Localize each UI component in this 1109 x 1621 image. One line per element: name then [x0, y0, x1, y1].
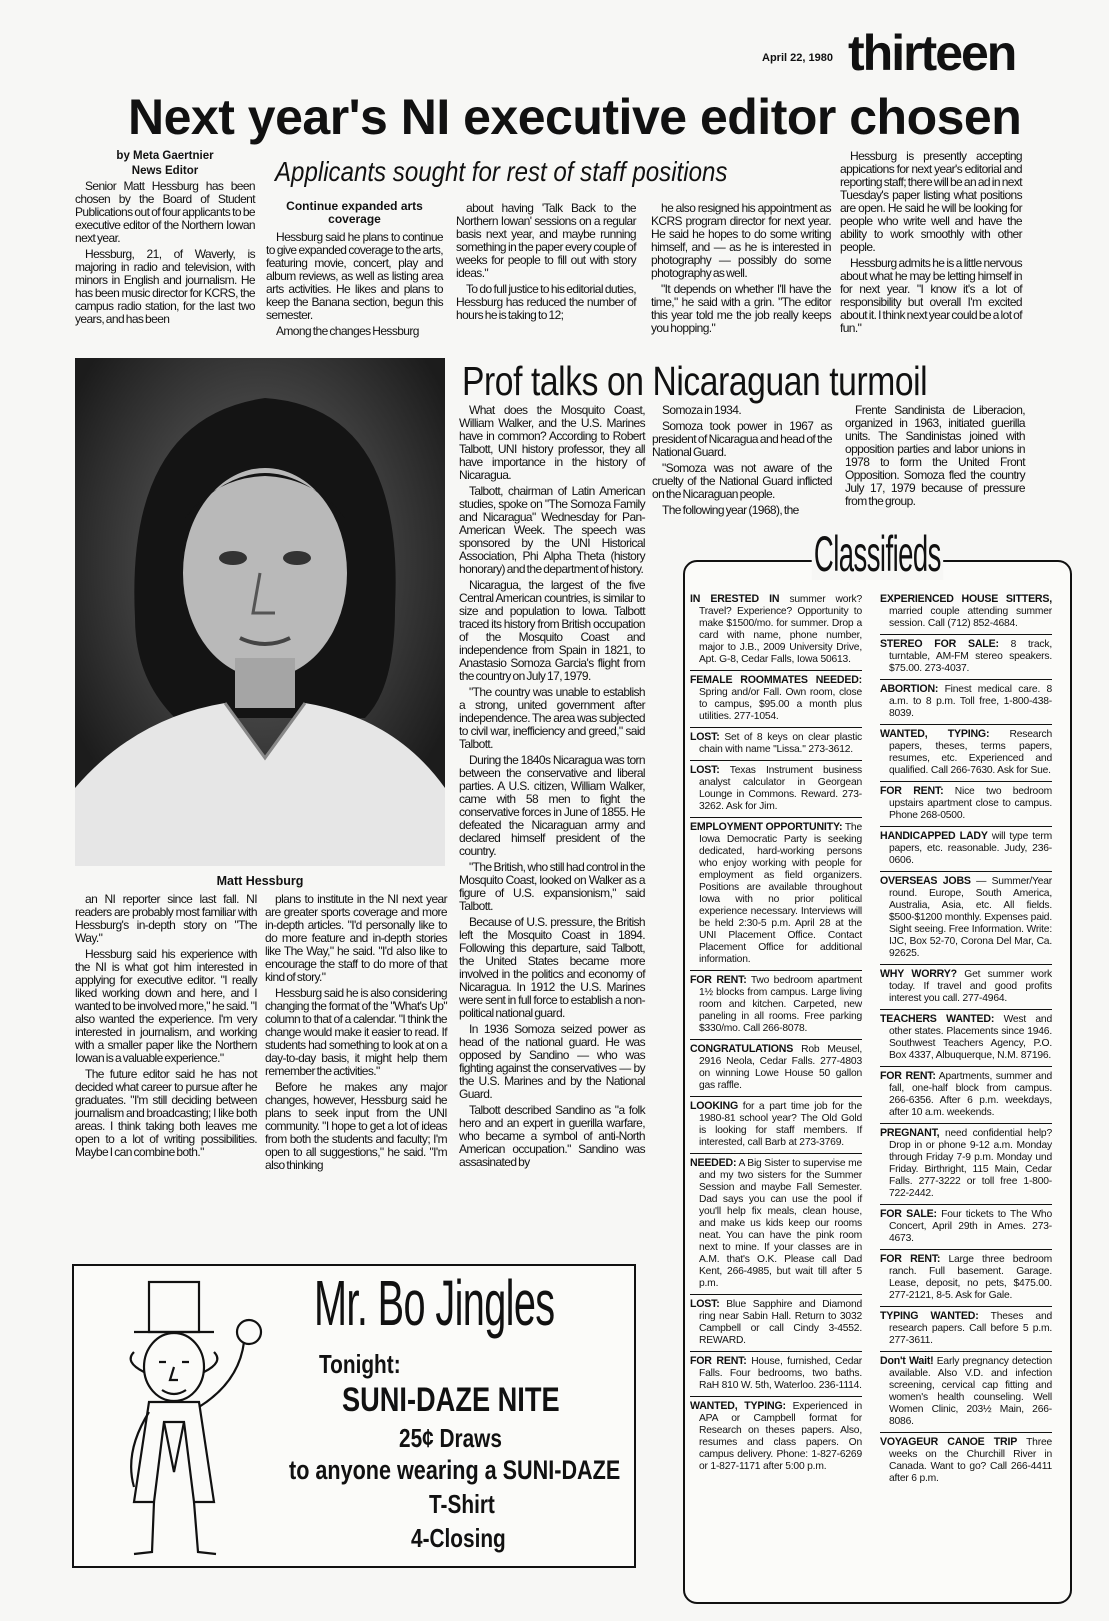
- classified-body: will type term papers, etc. reasonable. Judy, 236-0606.: [889, 831, 1052, 866]
- classified-heading: EMPLOYMENT OPPORTUNITY:: [690, 821, 843, 833]
- classified-body: Texas Instrument business analyst calculator in Georgean Lounge in Commons. Reward. 273-3262. Ask for Jim.: [699, 765, 863, 812]
- paragraph: To do full justice to his editorial duties, Hessburg has reduced the number of hours he is taking to 12;: [456, 282, 636, 322]
- paragraph: Somoza in 1934.: [662, 403, 742, 417]
- classified-body: 8 track, turntable, AM-FM stereo speakers. $75.00. 273-4037.: [889, 639, 1052, 674]
- mr-bo-jingles-ad: [72, 1264, 636, 1568]
- prof-story-headline: Prof talks on Nicaraguan turmoil: [462, 358, 928, 404]
- classified-body: Three weeks on the Churchill River in Canada. Want to go? Call 266-4411 after 6 p.m.: [889, 1437, 1052, 1484]
- classified-ad: [690, 1040, 862, 1097]
- ad-line-event: SUNI-DAZE NITE: [342, 1381, 560, 1419]
- classified-body: married couple attending summer session. Call (712) 852-4684.: [889, 606, 1052, 629]
- paragraph: "The British, who still had control in the Mosquito Coast, looked on Walker as a figure of U.S. expansionism," said Talbott.: [459, 860, 645, 913]
- paragraph: Hessburg said his experience with the NI is what got him interested in applying for executive editor. "I really liked working down and here, and I wanted to be involved more," he said. "I also wanted the experience. I'm very interested in journalism, and working with a smaller paper like the Northern Iowan is a valuable experience.": [75, 947, 257, 1065]
- classified-ad: [690, 1154, 862, 1295]
- classified-body: Experienced in APA or Campbell format for Research on theses papers. Also, resumes and class papers. On campus delivery. Phone: 1-827-6269 or 1-827-1171 after 5:00 p.m.: [699, 1401, 862, 1472]
- classified-body: Theses and research papers. Call before 5 p.m. 277-3611.: [889, 1311, 1052, 1346]
- ad-line-condition: to anyone wearing a SUNI-DAZE: [289, 1455, 621, 1485]
- paragraph: The future editor said he has not decided what career to pursue after he graduates. "I'm still deciding between journalism and broadcasting; I like both areas. I think taking both leaves me open to a lot of writing possibilities. Maybe I can combine both.": [75, 1067, 257, 1159]
- page-number-word: thirteen: [848, 25, 1016, 81]
- classified-body: A Big Sister to supervise me and my two sisters for the Summer Session and maybe Fall Semester. Dad says you can use the pool if you'll help fix meals, clean house, and make us kids keep our rooms neat. You can have the pink room next to mine. If your classes are in A.M. that's O.K. Please call Dad Kent, 266-4985, but wait till after 5 p.m.: [699, 1158, 862, 1289]
- editor-story-kicker: Applicants sought for rest of staff positions: [275, 156, 728, 187]
- classified-ad: [690, 1397, 862, 1477]
- paragraph: Hessburg said he is also considering changing the format of the "What's Up" column to that of a calendar. "I think the change would make it easier to read. If students had something to look at on a day-to-day basis, it might help them remember the activities.": [265, 986, 447, 1078]
- classified-body: need confidential help? Drop in or phone 9-12 a.m. Monday through Friday 7-9 p.m. Monday und Friday. Birthright, 115 Main, Cedar Falls. 277-3222 or toll free 1-800-722-2442.: [889, 1128, 1052, 1199]
- top-hat-gentleman-illustration: [104, 1272, 274, 1562]
- classified-heading: FOR RENT:: [880, 785, 944, 797]
- classified-body: Finest medical care. 8 a.m. to 8 p.m. Toll free, 1-800-438-8039.: [889, 684, 1052, 719]
- classified-heading: LOST:: [690, 731, 720, 743]
- classified-body: for a part time job for the 1980-81 school year? The Old Gold is looking for staff members. If interested, call Barb at 273-3769.: [699, 1101, 862, 1148]
- editor-story-column-1: [75, 150, 255, 329]
- classified-ad: [690, 1097, 862, 1154]
- classified-ad: [880, 827, 1052, 872]
- classified-ad: [880, 1307, 1052, 1352]
- classified-body: Blue Sapphire and Diamond ring near Sabin Hall. Return to 3032 Campbell or call Cindy 3-4552. REWARD.: [699, 1299, 863, 1346]
- editor-story-column-5: [840, 150, 1022, 338]
- editor-story-headline: Next year's NI executive editor chosen: [128, 89, 1022, 145]
- classified-body: Early pregnancy detection available. Also V.D. and infection screening, cervical cap fitting and women's health counseling. Well Women Clinic, 203½ Main, 266-8086.: [889, 1356, 1052, 1427]
- classified-heading: TEACHERS WANTED:: [880, 1013, 995, 1025]
- classified-ad: [880, 1010, 1052, 1067]
- editor-story-column-2: [266, 200, 443, 341]
- classified-body: Apartments, summer and fall, one-half block from campus. 266-6356. After 6 p.m. weekdays, after 10 a.m. weekends.: [889, 1071, 1052, 1118]
- classified-ad: [880, 872, 1052, 965]
- ad-line-hours: 4-Closing: [411, 1523, 506, 1553]
- editor-story-column-4: [651, 202, 831, 338]
- issue-date: April 22, 1980: [762, 52, 833, 64]
- paragraph: Senior Matt Hessburg has been chosen by the Board of Student Publications out of four applicants to be executive editor of the Northern Iowan next year.: [75, 179, 255, 245]
- byline-title: News Editor: [131, 165, 199, 177]
- classified-ad: [880, 1067, 1052, 1124]
- paragraph: he also resigned his appointment as KCRS program director for next year. He said he hopes to do some writing himself, and — as he is interested in photography — possibly do some photography as well.: [651, 201, 831, 280]
- classified-ad: [880, 725, 1052, 782]
- classified-heading: FOR RENT:: [690, 974, 747, 986]
- classified-ad: [880, 1433, 1052, 1489]
- classifieds-title-text: Classifieds: [812, 528, 943, 580]
- classified-ad: [880, 635, 1052, 680]
- classified-heading: LOST:: [690, 764, 720, 776]
- paragraph: Somoza took power in 1967 as president of Nicaragua and head of the National Guard.: [652, 419, 832, 459]
- classified-heading: IN ERESTED IN: [690, 593, 780, 605]
- photo-caption: Matt Hessburg: [216, 874, 304, 888]
- classified-ad: [690, 761, 862, 818]
- paragraph: Talbott described Sandino as "a folk hero and an expert in guerilla warfare, who became a symbol of anti-North American occupation." Sandino was assasinated by: [459, 1103, 645, 1169]
- classified-ad: [690, 1352, 862, 1397]
- classified-heading: FOR RENT:: [880, 1070, 936, 1082]
- classified-heading: TYPING WANTED:: [880, 1310, 979, 1322]
- classified-heading: HANDICAPPED LADY: [880, 830, 988, 842]
- prof-story-column-2: [652, 404, 832, 520]
- paragraph: Frente Sandinista de Liberacion, organized in 1963, initiated guerilla units. The Sandinistas joined with opposition parties and labor unions in 1978 to form the United Front Opposition. Somoza fled the country July 17, 1979 because of pressure from the group.: [845, 403, 1025, 508]
- paragraph: Hessburg, 21, of Waverly, is majoring in radio and television, with minors in English and journalism. He has been music director for KCRS, the campus radio station, for the last two years, and has been: [75, 247, 255, 326]
- paragraph: Hessburg is presently accepting appications for next year's editorial and reporting staff; there will be an ad in next Tuesday's paper listing what positions are open. He said he will be looking for people who write well and have the ability to work smoothly with other people.: [840, 149, 1022, 254]
- paragraph: During the 1840s Nicaragua was torn between the conservative and liberal parties. A U.S. citizen, William Walker, came with 58 men to fight the conservative forces in June of 1855. He defeated the Nicaraguan army and declared himself president of the country.: [459, 753, 645, 858]
- classified-heading: OVERSEAS JOBS: [880, 875, 971, 887]
- classified-ad: [880, 1250, 1052, 1307]
- classified-body: Set of 8 keys on clear plastic chain with name "Lissa." 273-3612.: [699, 732, 862, 755]
- classified-heading: NEEDED:: [690, 1157, 737, 1169]
- paragraph: Nicaragua, the largest of the five Central American countries, is similar to size and population to Iowa. Talbott traced its history from British occupation of the Mosquito Coast and independence from Spain in 1821, to Anastasio Somoza Garcia's flight from the country on July 17, 1979.: [459, 578, 645, 683]
- byline: by Meta Gaertnier: [116, 150, 214, 162]
- editor-story-column-7: [265, 893, 447, 1175]
- classified-ad: [690, 971, 862, 1040]
- prof-story-column-3: [845, 404, 1025, 511]
- classified-heading: FOR RENT:: [880, 1253, 941, 1265]
- classified-body: Research papers, theses, terms papers, resumes, etc. Experienced and qualified. Call 266-7630. Ask for Sue.: [889, 729, 1052, 776]
- classified-heading: VOYAGEUR CANOE TRIP: [880, 1436, 1018, 1448]
- paragraph: "It depends on whether I'll have the time," he said with a grin. "The editor this year told me the job really keeps you hopping.": [651, 282, 831, 335]
- classified-heading: WHY WORRY?: [880, 968, 957, 980]
- classified-body: Large three bedroom ranch. Full basement. Garage. Lease, deposit, no pets, $475.00. 277-2121, 8-5. Ask for Gale.: [889, 1254, 1052, 1301]
- classified-heading: FEMALE ROOMMATES NEEDED:: [690, 674, 862, 686]
- classified-ad: [880, 1205, 1052, 1250]
- paragraph: In 1936 Somoza seized power as head of the national guard. He was opposed by Sandino — who was fighting against the conservatives — by the U.S. Marines and by the National Guard.: [459, 1022, 645, 1101]
- classified-body: Get summer work today. If travel and good profits interest you call. 277-4964.: [889, 969, 1053, 1004]
- classified-body: Spring and/or Fall. Own room, close to campus, $95.00 a month plus utilities. 277-1054.: [699, 687, 862, 722]
- subhead: Continue expanded arts coverage: [286, 199, 423, 226]
- ad-line-shirt: T-Shirt: [429, 1489, 495, 1519]
- classified-ad: [690, 728, 862, 761]
- classified-heading: LOST:: [690, 1298, 720, 1310]
- editor-story-column-3: [456, 202, 636, 325]
- classified-body: Rob Meusel, 2916 Neola, Cedar Falls. 277-4803 on winning Lowe House 50 gallon gas raffle.: [699, 1044, 862, 1091]
- classified-body: summer work? Travel? Experience? Opportunity to make $1500/mo. for summer. Drop a card with name, phone number, major to J.B., 2009 University Drive, Apt. G-8, Cedar Falls, Iowa 50613.: [699, 594, 862, 665]
- classified-body: Nice two bedroom upstairs apartment close to campus. Phone 268-0500.: [889, 786, 1052, 821]
- classified-heading: Don't Wait!: [880, 1355, 934, 1367]
- classified-heading: WANTED, TYPING:: [690, 1400, 786, 1412]
- paragraph: Among the changes Hessburg: [276, 324, 419, 338]
- ad-line-tonight: Tonight:: [319, 1349, 401, 1379]
- paragraph: Before he makes any major changes, however, Hessburg said he plans to seek input from the UNI community. "I hope to get a lot of ideas from both the students and faculty; I'm open to all suggestions," he said. "I'm also thinking: [265, 1080, 447, 1172]
- paragraph: an NI reporter since last fall. NI readers are probably most familiar with Hessburg's in-depth story on "The Way.": [75, 892, 257, 945]
- classified-body: Two bedroom apartment 1½ blocks from campus. Large living room and kitchen. Carpeted, new paneling in all rooms. Free parking $330/mo. Call 266-8078.: [699, 975, 862, 1034]
- classified-heading: WANTED, TYPING:: [880, 728, 990, 740]
- classified-ad: [690, 818, 862, 971]
- paragraph: Talbott, chairman of Latin American studies, spoke on "The Somoza Family and Nicaragua" Wednesday for Pan-American Week. The speech was sponsored by the UNI Historical Association, Phi Alpha Theta (history honorary) and the department of history.: [459, 484, 645, 576]
- classified-body: House, furnished, Cedar Falls. Four bedrooms, two baths. RaH 810 W. 5th, Waterloo. 236-1114.: [699, 1356, 863, 1391]
- classified-body: The Iowa Democratic Party is seeking dedicated, hard-working persons who enjoy working with people for employment as field organizers. Positions are available throughout Iowa with no prior political experience necessary. Interviews will be held 2:30-5 p.m. April 28 at the UNI Placement Office. Contact Placement Office for additional information.: [699, 822, 862, 965]
- classified-ad: [880, 782, 1052, 827]
- ad-line-special: 25¢ Draws: [399, 1423, 502, 1453]
- paragraph: Hessburg admits he is a little nervous about what he may be letting himself in for next year. "I know it's a lot of responsibility but overall I'm excited about it. I think next year could be a lot of fun.": [840, 256, 1022, 335]
- classified-body: West and other states. Placements since 1946. Southwest Teachers Agency, P.O. Box 4337, Albuquerque, N.M. 87196.: [889, 1014, 1052, 1061]
- classified-heading: PREGNANT,: [880, 1127, 940, 1139]
- paragraph: plans to institute in the NI next year are greater sports coverage and more in-depth articles. "I'd personally like to do more feature and in-depth stories like The Way," he said. "I'd also like to encourage the staff to do more of that kind of story.": [265, 892, 447, 984]
- paragraph: What does the Mosquito Coast, William Walker, and the U.S. Marines have in common? According to Robert Talbott, UNI history professor, they all have importance in the history of Nicaragua.: [459, 403, 645, 482]
- classified-ad: [880, 680, 1052, 725]
- classifieds-title: [683, 528, 1072, 580]
- classified-body: Four tickets to The Who Concert, April 29th in Ames. 273-4673.: [889, 1209, 1052, 1244]
- classified-heading: LOOKING: [690, 1100, 739, 1112]
- classified-ad: [880, 590, 1052, 635]
- paragraph: "Somoza was not aware of the cruelty of the National Guard inflicted on the Nicaraguan people.: [652, 461, 832, 501]
- classified-ad: [690, 1295, 862, 1352]
- paragraph: Because of U.S. pressure, the British left the Mosquito Coast in 1894. Following this departure, said Talbott, the United States became more involved in the politics and economy of Nicaragua. In 1912 the U.S. Marines were sent in full force to establish a non-political national guard.: [459, 915, 645, 1020]
- ad-business-name: Mr. Bo Jingles: [314, 1267, 555, 1339]
- classified-ad: [880, 965, 1052, 1010]
- classifieds-right-column: [880, 590, 1052, 1489]
- classified-ad: [690, 590, 862, 671]
- paragraph: Hessburg said he plans to continue to give expanded coverage to the arts, featuring movie, concert, play and album reviews, as well as listing area arts activities. He likes and plans to keep the Banana section, begun this semester.: [266, 230, 443, 322]
- classified-heading: CONGRATULATIONS: [690, 1043, 794, 1055]
- classified-ad: [880, 1352, 1052, 1433]
- paragraph: "The country was unable to establish a strong, united government after independence. The area was subjected to civil war, inefficiency and greed," said Talbott.: [459, 685, 645, 751]
- classified-ad: [690, 671, 862, 728]
- classified-body: — Summer/Year round. Europe, South America, Australia, Asia, etc. All fields. $500-$1200 monthly. Expenses paid. Sight seeing. Free Information. Write: IJC, Box 52-70, Corona Del Mar, Ca. 92625.: [889, 876, 1052, 959]
- classified-heading: ABORTION:: [880, 683, 939, 695]
- classified-ad: [880, 1124, 1052, 1205]
- classified-heading: STEREO FOR SALE:: [880, 638, 999, 650]
- portrait-photo: [75, 358, 445, 866]
- paragraph: The following year (1968), the: [662, 503, 799, 517]
- classified-heading: FOR SALE:: [880, 1208, 937, 1220]
- prof-story-column-1: [459, 404, 645, 1172]
- classified-heading: FOR RENT:: [690, 1355, 747, 1367]
- classified-heading: EXPERIENCED HOUSE SITTERS,: [880, 593, 1052, 605]
- paragraph: about having 'Talk Back to the Northern Iowan' sessions on a regular basis next year, and maybe running something in the paper every couple of weeks for people to fill out with story ideas.": [456, 201, 636, 280]
- editor-story-column-6: [75, 893, 257, 1162]
- classifieds-left-column: [690, 590, 862, 1477]
